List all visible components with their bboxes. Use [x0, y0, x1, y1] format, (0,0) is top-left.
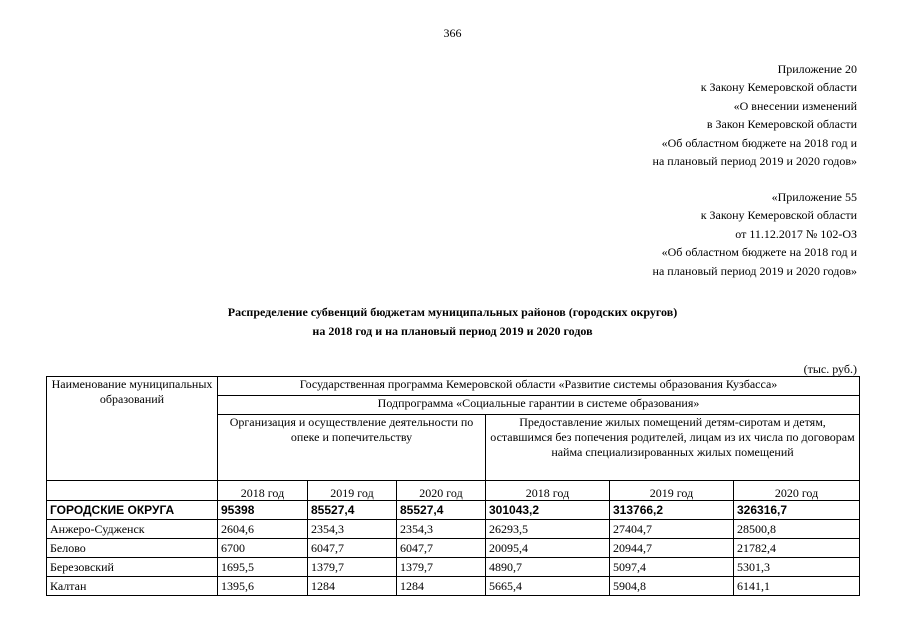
cell-value: 95398: [218, 501, 308, 520]
col-name-header: Наименование муниципальных образований: [47, 377, 218, 481]
cell-value: 6141,1: [734, 577, 860, 596]
cell-value: 1695,5: [218, 558, 308, 577]
table-row: [47, 539, 860, 558]
cell-value: 6047,7: [308, 539, 397, 558]
cell-value: 2354,3: [308, 520, 397, 539]
cell-value: 1284: [397, 577, 486, 596]
cell-value: 5904,8: [610, 577, 734, 596]
appendix-line: «Об областном бюджете на 2018 год и: [661, 135, 857, 150]
table-row-total: [47, 501, 860, 520]
cell-value: 5665,4: [486, 577, 610, 596]
cell-value: 2354,3: [397, 520, 486, 539]
cell-value: 4890,7: [486, 558, 610, 577]
subvention-table: [46, 376, 860, 596]
year-header: 2018 год: [218, 481, 308, 501]
cell-value: 1284: [308, 577, 397, 596]
appendix-line: на плановый период 2019 и 2020 годов»: [652, 263, 857, 278]
cell-value: 301043,2: [486, 501, 610, 520]
cell-value: 313766,2: [610, 501, 734, 520]
row-name: Калтан: [47, 577, 218, 596]
appendix-header-2: [653, 188, 857, 280]
year-header: 2020 год: [734, 481, 860, 501]
cell-value: 85527,4: [397, 501, 486, 520]
appendix-line: «Приложение 55: [771, 190, 857, 204]
appendix-line: «Об областном бюджете на 2018 год и: [661, 245, 857, 260]
cell-value: 2604,6: [218, 520, 308, 539]
group1-header: Организация и осуществление деятельности по опеке и попечительству: [218, 415, 486, 481]
cell-value: 6700: [218, 539, 308, 558]
appendix-line: к Закону Кемеровской области: [700, 208, 857, 223]
program-header: Государственная программа Кемеровской области «Развитие системы образования Кузбасса»: [218, 377, 860, 396]
subprogram-header: Подпрограмма «Социальные гарантии в системе образования»: [218, 396, 860, 415]
year-header: 2019 год: [610, 481, 734, 501]
cell-value: 5097,4: [610, 558, 734, 577]
appendix-line: Приложение 20: [777, 62, 857, 76]
row-name: Березовский: [47, 558, 218, 577]
appendix-line: от 11.12.2017 № 102-ОЗ: [735, 226, 857, 241]
row-name: Белово: [47, 539, 218, 558]
year-header: 2018 год: [486, 481, 610, 501]
units-label: (тыс. руб.): [803, 362, 857, 376]
page-number: 366: [443, 26, 462, 40]
year-header: 2019 год: [308, 481, 397, 501]
cell-value: 85527,4: [308, 501, 397, 520]
cell-value: 27404,7: [610, 520, 734, 539]
appendix-line: к Закону Кемеровской области: [700, 80, 857, 95]
appendix-line: на плановый период 2019 и 2020 годов»: [652, 154, 857, 169]
table-row: [47, 558, 860, 577]
cell-value: 1379,7: [397, 558, 486, 577]
cell-value: 1395,6: [218, 577, 308, 596]
appendix-line: «О внесении изменений: [733, 98, 857, 113]
cell-value: 20095,4: [486, 539, 610, 558]
row-name: Анжеро-Судженск: [47, 520, 218, 539]
year-header: 2020 год: [397, 481, 486, 501]
cell-value: 5301,3: [734, 558, 860, 577]
blank-cell: [47, 481, 218, 501]
title-line: Распределение субвенций бюджетам муниципальных районов (городских округов): [227, 305, 678, 319]
table-row: [47, 520, 860, 539]
appendix-line: в Закон Кемеровской области: [706, 117, 857, 132]
cell-value: 26293,5: [486, 520, 610, 539]
cell-value: 6047,7: [397, 539, 486, 558]
cell-value: 21782,4: [734, 539, 860, 558]
cell-value: 28500,8: [734, 520, 860, 539]
document-title: [0, 303, 905, 341]
title-line: на 2018 год и на плановый период 2019 и 2020 годов: [312, 324, 593, 338]
cell-value: 326316,7: [734, 501, 860, 520]
cell-value: 1379,7: [308, 558, 397, 577]
group2-header: Предоставление жилых помещений детям-сиротам и детям, оставшимся без попечения родителей, лицам из их числа по договорам найма специализированных жилых помещений: [486, 415, 860, 481]
row-name: ГОРОДСКИЕ ОКРУГА: [47, 501, 218, 520]
cell-value: 20944,7: [610, 539, 734, 558]
appendix-header-1: [653, 60, 857, 170]
table-row: [47, 577, 860, 596]
